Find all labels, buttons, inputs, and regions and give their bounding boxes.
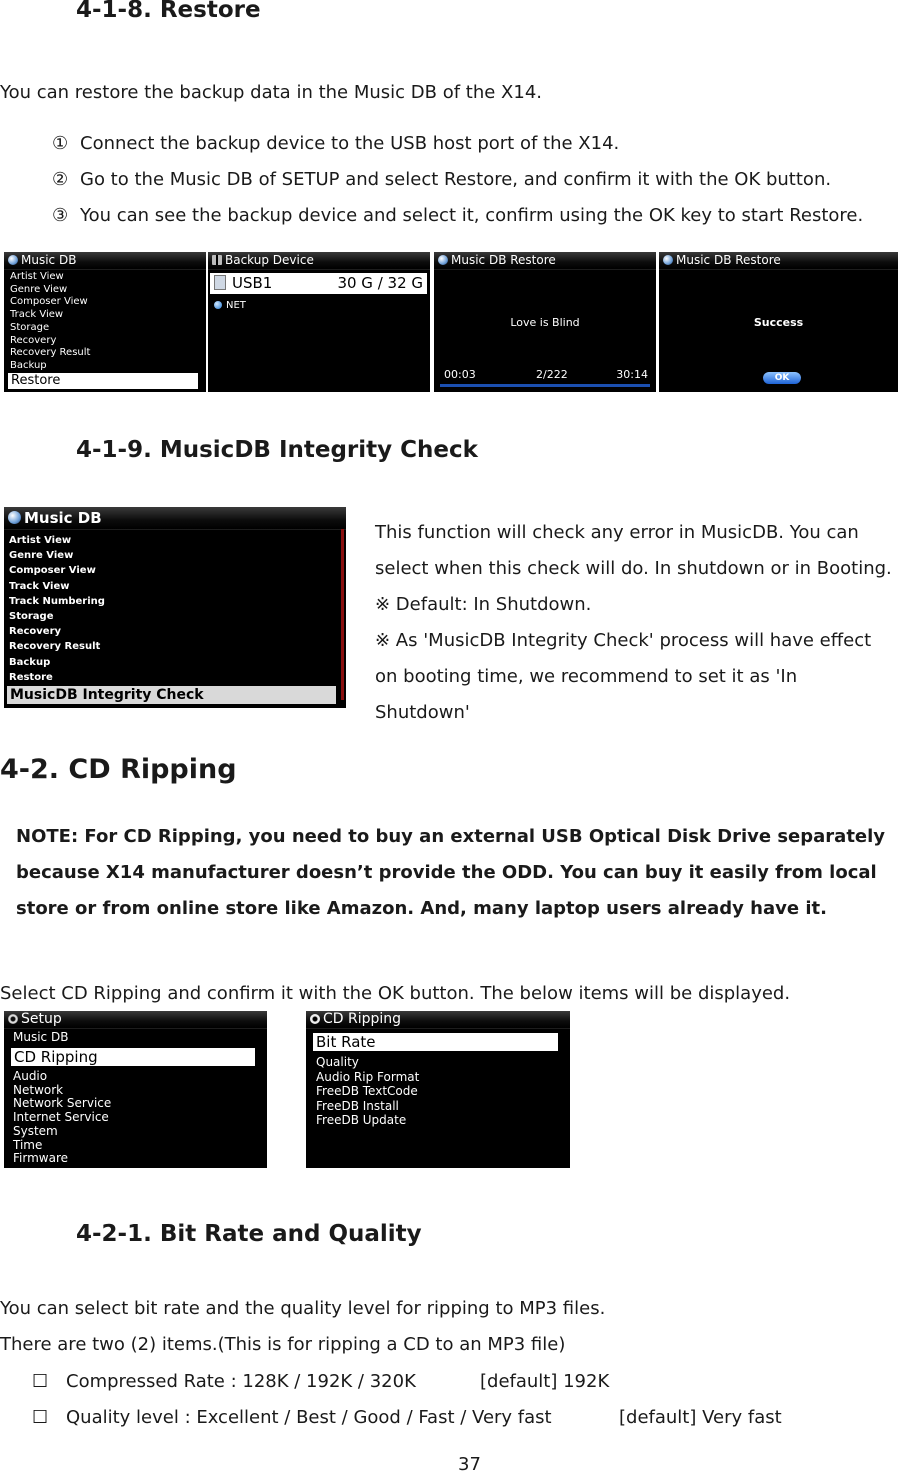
menu-item: Network Service: [13, 1096, 112, 1111]
screen-title-text: Music DB Restore: [676, 253, 781, 267]
bitrate-line-2: There are two (2) items.(This is for ripping a CD to an MP3 file): [0, 1334, 566, 1355]
option-label: Quality level : Excellent / Best / Good / Fast / Very fast: [66, 1407, 552, 1428]
integrity-desc-line-4: ※ As 'MusicDB Integrity Check' process will have effect: [375, 630, 872, 651]
menu-item: FreeDB Update: [316, 1113, 407, 1127]
menu-item: Storage: [10, 321, 50, 333]
ok-button[interactable]: OK: [763, 372, 801, 384]
screen-restore-success: [659, 252, 898, 392]
screen-restore-progress: [434, 252, 656, 392]
menu-item: Internet Service: [13, 1110, 109, 1125]
track-count: 2/222: [536, 368, 568, 381]
net-row: [214, 300, 246, 311]
menu-item-selected: MusicDB Integrity Check: [7, 686, 336, 704]
screen-title: [208, 252, 430, 270]
screen-title: [306, 1011, 570, 1029]
menu-item: Storage: [9, 611, 54, 623]
note-line-1: NOTE: For CD Ripping, you need to buy an external USB Optical Disk Drive separately: [16, 826, 886, 847]
screen-title-text: Music DB Restore: [451, 253, 556, 267]
menu-item: Restore: [9, 671, 53, 683]
menu-list: [10, 271, 90, 373]
menu-item: Backup: [9, 656, 51, 668]
menu-item: Track View: [9, 580, 70, 592]
music-db-icon: [663, 255, 673, 265]
heading-integrity-check: 4-1-9. MusicDB Integrity Check: [76, 437, 478, 463]
menu-item: System: [13, 1123, 58, 1138]
note-line-3: store or from online store like Amazon. And, many laptop users already have it.: [16, 898, 827, 919]
screen-backup-device: [208, 252, 430, 392]
page-number: 37: [458, 1454, 481, 1475]
integrity-desc-line-2: select when this check will do. In shutdown or in Booting.: [375, 558, 892, 579]
screen-setup: [4, 1011, 267, 1168]
screen-title: [4, 1011, 267, 1029]
integrity-desc-line-5: on booting time, we recommend to set it as 'In: [375, 666, 798, 687]
menu-item: Genre View: [9, 550, 74, 562]
restore-step-3: [52, 205, 863, 227]
menu-item: FreeDB TextCode: [316, 1084, 418, 1098]
menu-item: Composer View: [10, 296, 88, 308]
menu-item: Backup: [10, 359, 47, 371]
screen-title-text: Backup Device: [225, 253, 314, 267]
screen-title: [4, 507, 346, 530]
menu-item: Genre View: [10, 283, 68, 295]
grid-icon: [212, 255, 222, 265]
option-quality-level: [32, 1407, 552, 1429]
screen-title-text: Setup: [21, 1011, 62, 1027]
checkbox-icon: ☐: [32, 1407, 49, 1428]
screen-integrity-check: [4, 507, 346, 708]
menu-item: Firmware: [13, 1151, 68, 1166]
menu-item: Audio: [13, 1069, 48, 1083]
menu-list: [13, 1070, 111, 1166]
total-time: 30:14: [616, 368, 648, 381]
step-marker: ①: [52, 133, 69, 154]
network-globe-icon: [214, 301, 222, 309]
music-db-icon: [8, 511, 21, 524]
menu-item: Recovery: [10, 334, 57, 346]
integrity-desc-line-3: ※ Default: In Shutdown.: [375, 594, 592, 615]
screen-title-text: Music DB: [24, 509, 102, 527]
gear-icon: [8, 1014, 18, 1024]
option-default: [default] Very fast: [619, 1407, 782, 1428]
device-row-selected: [210, 273, 427, 294]
device-size: 30 G / 32 G: [337, 274, 423, 292]
screen-title-text: CD Ripping: [323, 1011, 402, 1027]
cd-icon: [310, 1014, 320, 1024]
track-name: Love is Blind: [510, 316, 580, 329]
step-marker: ③: [52, 205, 69, 226]
menu-item: Quality: [316, 1055, 359, 1069]
screen-title: [4, 252, 206, 270]
menu-item: Artist View: [10, 271, 64, 282]
menu-item: Network: [13, 1082, 64, 1097]
screen-title-text: Music DB: [21, 253, 77, 267]
menu-item: Track Numbering: [9, 595, 105, 607]
menu-item: Time: [13, 1137, 43, 1152]
menu-item-selected: CD Ripping: [11, 1048, 255, 1066]
bitrate-line-1: You can select bit rate and the quality level for ripping to MP3 files.: [0, 1298, 606, 1319]
menu-item: FreeDB Install: [316, 1098, 399, 1113]
menu-item-selected: Restore: [8, 373, 198, 389]
step-marker: ②: [52, 169, 69, 190]
heading-restore: 4-1-8. Restore: [76, 0, 261, 23]
menu-item: Artist View: [9, 535, 72, 546]
restore-step-1: [52, 133, 619, 155]
menu-item: Composer View: [9, 565, 96, 577]
option-compressed-rate: [32, 1371, 416, 1393]
success-message: Success: [753, 316, 804, 329]
menu-item: Recovery Result: [9, 641, 101, 653]
music-db-icon: [8, 255, 18, 265]
screen-music-db: [4, 252, 206, 392]
screen-title: [434, 252, 656, 270]
menu-item: Audio Rip Format: [316, 1069, 420, 1084]
option-default: [default] 192K: [480, 1371, 610, 1392]
scrollbar: [341, 529, 344, 700]
screen-cd-ripping: [306, 1011, 570, 1168]
restore-step-2: [52, 169, 831, 191]
step-text: Connect the backup device to the USB host port of the X14.: [80, 133, 620, 154]
menu-item: Recovery: [9, 626, 62, 638]
checkbox-icon: ☐: [32, 1371, 49, 1392]
device-name: USB1: [232, 274, 273, 292]
menu-list: [9, 533, 105, 685]
screen-title: [659, 252, 898, 270]
menu-item-selected: Bit Rate: [313, 1033, 558, 1051]
integrity-desc-line-1: This function will check any error in MusicDB. You can: [375, 522, 859, 543]
option-label: Compressed Rate : 128K / 192K / 320K: [66, 1371, 416, 1392]
progress-bar: [440, 384, 650, 387]
note-line-2: because X14 manufacturer doesn’t provide the ODD. You can buy it easily from local: [16, 862, 877, 883]
menu-list: [316, 1055, 419, 1128]
menu-item: Music DB: [13, 1030, 69, 1044]
menu-item: Recovery Result: [10, 347, 91, 359]
net-label: NET: [226, 300, 246, 311]
restore-intro: You can restore the backup data in the Music DB of the X14.: [0, 82, 542, 103]
heading-cd-ripping: 4-2. CD Ripping: [0, 754, 237, 785]
heading-bit-rate-quality: 4-2-1. Bit Rate and Quality: [76, 1221, 422, 1247]
menu-item: Track View: [10, 309, 64, 321]
integrity-desc-line-6: Shutdown': [375, 702, 470, 723]
elapsed-time: 00:03: [444, 368, 476, 381]
step-text: Go to the Music DB of SETUP and select Restore, and confirm it with the OK button.: [80, 169, 832, 190]
usb-drive-icon: [214, 275, 226, 290]
music-db-icon: [438, 255, 448, 265]
step-text: You can see the backup device and select it, confirm using the OK key to start Restore.: [80, 205, 864, 226]
cd-ripping-intro: Select CD Ripping and confirm it with the OK button. The below items will be displayed.: [0, 983, 791, 1004]
